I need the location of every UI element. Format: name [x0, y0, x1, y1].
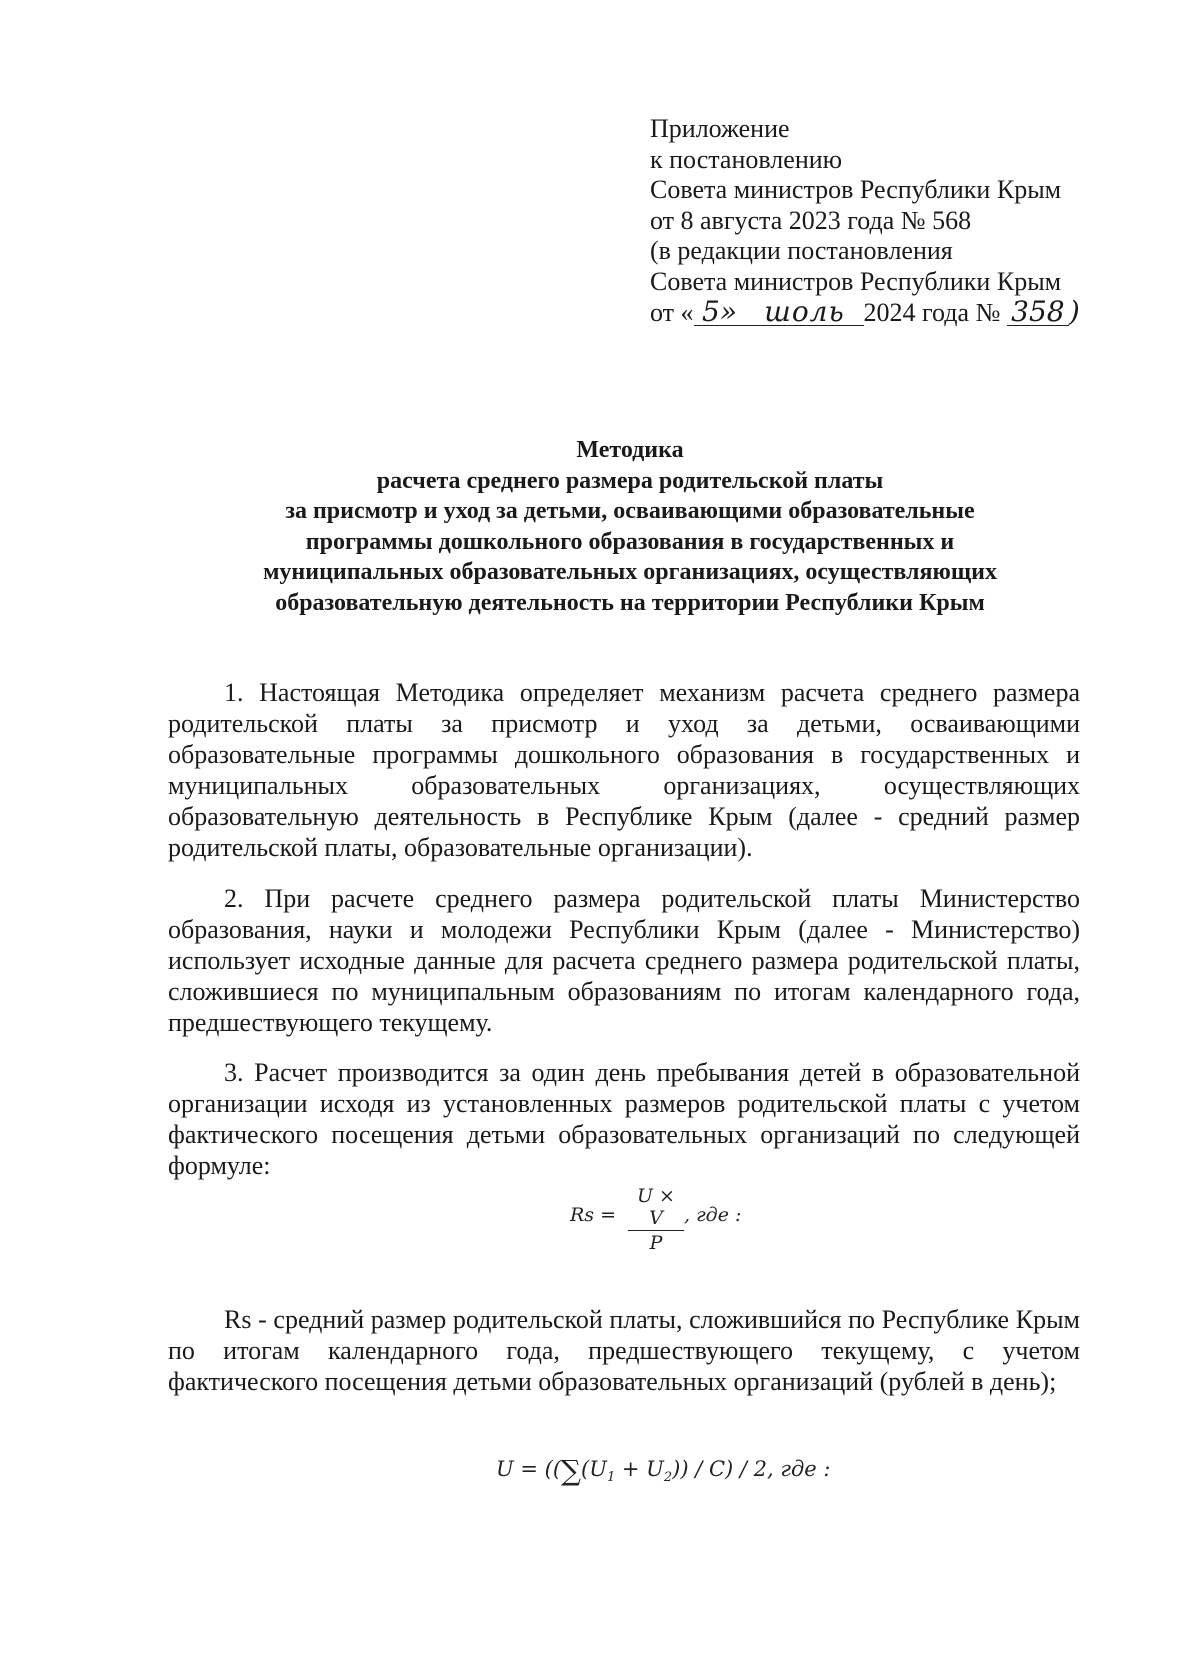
ref-prefix: от « — [650, 298, 694, 327]
document-title — [120, 435, 1140, 618]
formula-numerator: U × V — [628, 1185, 684, 1231]
appendix-line: Совета министров Республики Крым — [650, 266, 1062, 296]
paragraph-3: 3. Расчет производится за один день пребывания детей в образовательной организации исходя из установленных размеров родительской платы с учетом фактического посещения детьми образовательных организаций по следующей формуле: — [168, 1058, 1080, 1180]
title-line: образовательную деятельность на территории Республики Крым — [275, 589, 985, 616]
paragraph-1: 1. Настоящая Методика определяет механизм расчета среднего размера родительской платы за присмотр и уход за детьми, осваивающими образовательные программы дошкольного образования в государственных и муниципальных образовательных организациях, осуществляющих образовательную деятельность в Республике Крым (далее - средний размер родительской платы, образовательные организации). — [168, 678, 1080, 862]
formula-u-end: )) / C) / 2, где : — [672, 1457, 831, 1481]
formula-denominator: P — [649, 1232, 663, 1254]
summation-sign: ∑ — [561, 1454, 582, 1487]
appendix-line: Приложение — [650, 114, 790, 143]
paragraph-4: Rs - средний размер родительской платы, сложившийся по Республике Крым по итогам календарного года, предшествующего текущему, с учетом фактического посещения детьми образовательных организаций (рублей в день); — [168, 1305, 1080, 1396]
handwritten-number: 358 — [1007, 299, 1069, 326]
formula-u-plus: + U — [615, 1457, 664, 1481]
formula-u-open: (U — [581, 1457, 607, 1481]
appendix-header — [650, 114, 1080, 329]
title-line: муниципальных образовательных организациях, осуществляющих — [263, 559, 997, 585]
ref-close: ) — [1068, 295, 1080, 328]
title-line: программы дошкольного образования в государственных и — [305, 528, 955, 555]
appendix-line: (в редакции постановления — [650, 236, 953, 265]
handwritten-month: шоль — [746, 299, 864, 326]
title-line: расчета среднего размера родительской платы — [376, 467, 884, 494]
formula-u — [496, 1454, 830, 1487]
formula-fraction — [628, 1185, 684, 1255]
subscript-1: 1 — [606, 1470, 616, 1486]
formula-tail: , где : — [684, 1204, 742, 1226]
paragraph-2: 2. При расчете среднего размера родительской платы Министерство образования, науки и молодежи Республики Крым (далее - Министерство) использует исходные данные для расчета среднего размера родительской платы, сложившиеся по муниципальным образованиям по итогам календарного года, предшествующего текущему. — [168, 884, 1080, 1037]
formula-lhs: Rs = — [570, 1204, 617, 1226]
appendix-line: Совета министров Республики Крым — [650, 175, 1062, 204]
title-line: Методика — [576, 437, 684, 463]
handwritten-day: 5» — [694, 299, 746, 326]
ref-year: 2024 года № — [863, 298, 1001, 327]
appendix-line: к постановлению — [650, 144, 843, 174]
title-line: за присмотр и уход за детьми, осваивающими образовательные — [285, 498, 975, 524]
amendment-reference — [650, 297, 1080, 329]
appendix-line: от 8 августа 2023 года № 568 — [650, 205, 972, 235]
formula-u-start: U = (( — [496, 1457, 562, 1481]
subscript-2: 2 — [663, 1470, 673, 1486]
